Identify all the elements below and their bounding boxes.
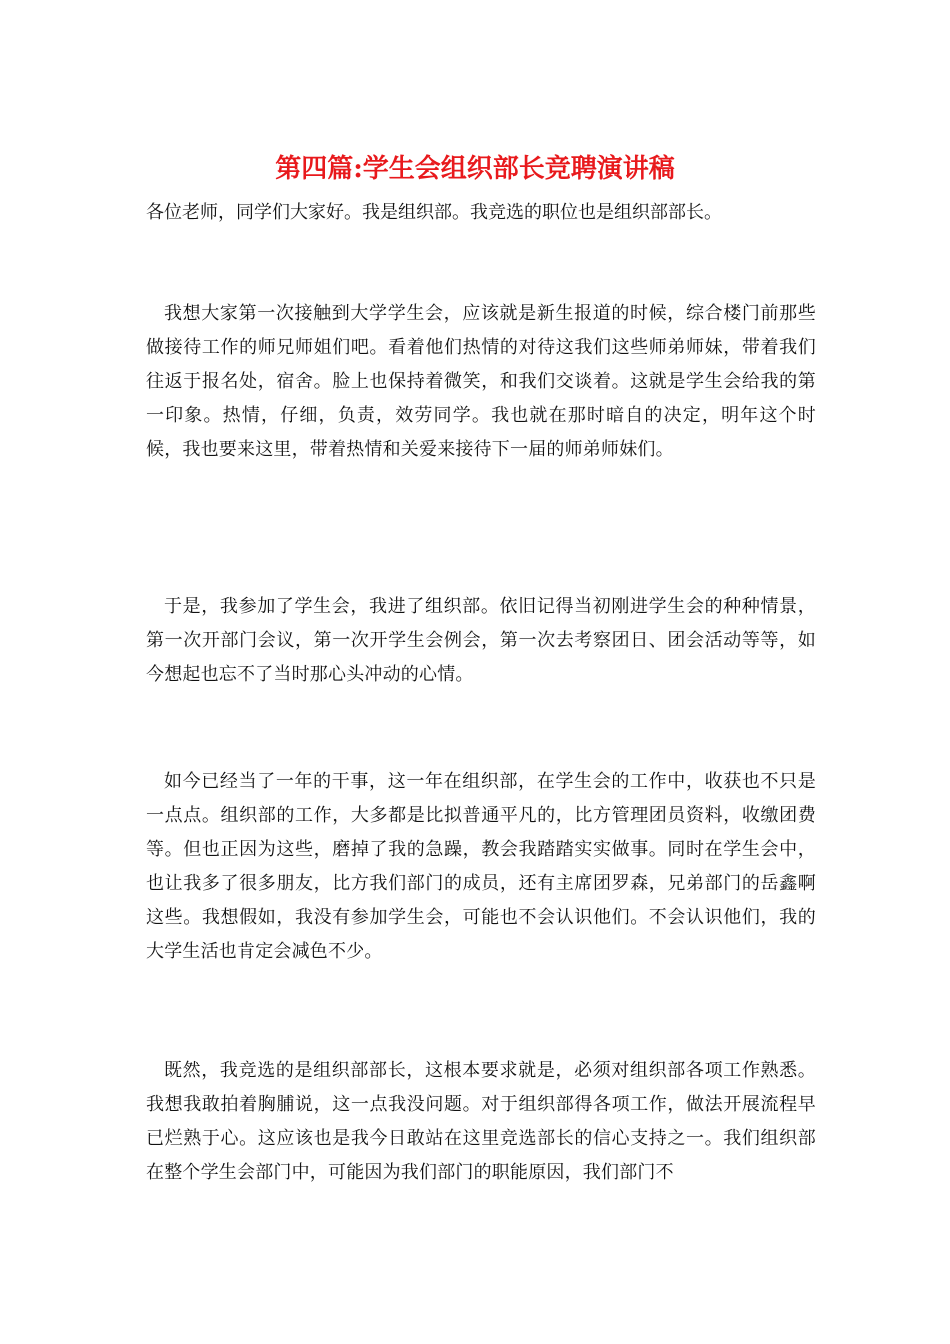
body-paragraph-3: 如今已经当了一年的干事，这一年在组织部，在学生会的工作中，收获也不只是一点点。组织部的工作，大多都是比拟普通平凡的，比方管理团员资料，收缴团费等。但也正因为这些，磨掉了我的急躁，教会我踏踏实实做事。同时在学生会中，也让我多了很多朋友，比方我们部门的成员，还有主席团罗森，兄弟部门的岳鑫啊这些。我想假如，我没有参加学生会，可能也不会认识他们。不会认识他们，我的大学生活也肯定会减色不少。 [146, 771, 816, 962]
intro-paragraph: 各位老师，同学们大家好。我是组织部。我竞选的职位也是组织部部长。 [146, 202, 722, 223]
body-paragraph-4: 既然，我竞选的是组织部部长，这根本要求就是，必须对组织部各项工作熟悉。我想我敢拍着胸脯说，这一点我没问题。对于组织部得各项工作，做法开展流程早已烂熟于心。这应该也是我今日敢站在这里竞选部长的信心支持之一。我们组织部在整个学生会部门中，可能因为我们部门的职能原因，我们部门不 [146, 1060, 816, 1183]
body-paragraph-2: 于是，我参加了学生会，我进了组织部。依旧记得当初刚进学生会的种种情景，第一次开部门会议，第一次开学生会例会，第一次去考察团日、团会活动等等，如今想起也忘不了当时那心头冲动的心情。 [146, 596, 816, 685]
body-paragraph-1: 我想大家第一次接触到大学学生会，应该就是新生报道的时候，综合楼门前那些做接待工作的师兄师姐们吧。看着他们热情的对待这我们这些师弟师妹，带着我们往返于报名处，宿舍。脸上也保持着微笑，和我们交谈着。这就是学生会给我的第一印象。热情，仔细，负责，效劳同学。我也就在那时暗自的决定，明年这个时候，我也要来这里，带着热情和关爱来接待下一届的师弟师妹们。 [146, 303, 816, 460]
document-title: 第四篇:学生会组织部长竞聘演讲稿 [275, 154, 675, 184]
